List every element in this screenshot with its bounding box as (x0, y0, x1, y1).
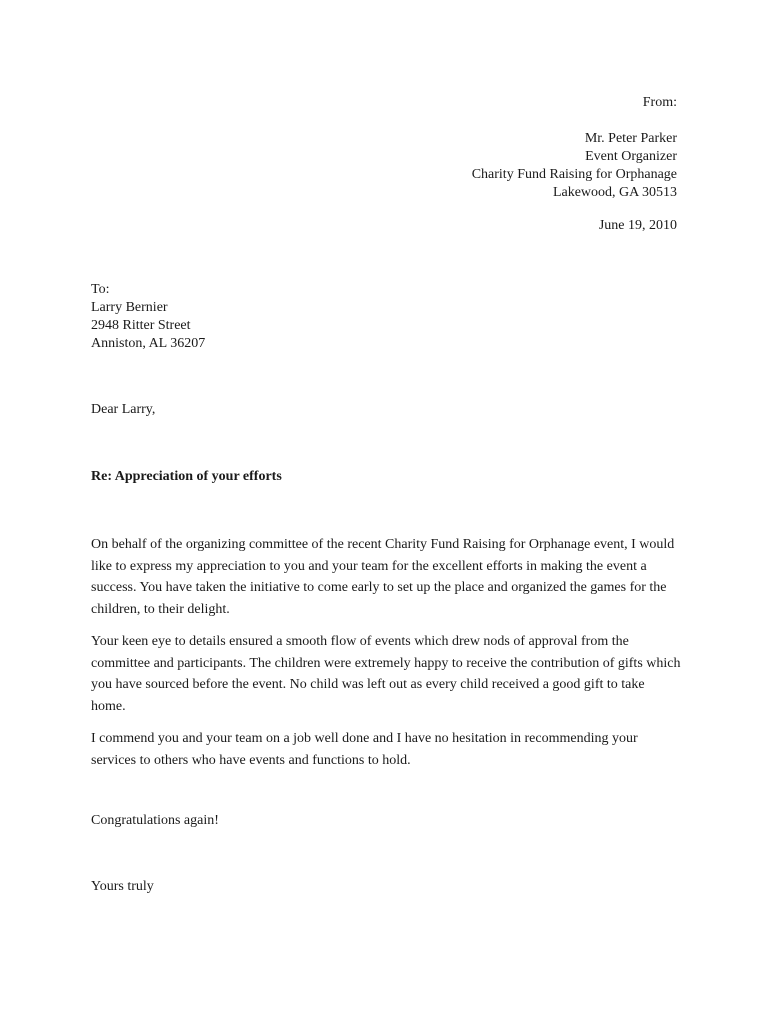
body-paragraph-1: On behalf of the organizing committee of the recent Charity Fund Raising for Orphanage event, I would like to express my appreciation to you and your team for the excellent efforts in making the event a success. You have taken the initiative to come early to set up the place and organized the games for the children, to their delight. (91, 537, 675, 617)
from-label: From: (642, 95, 677, 110)
sender-name: Mr. Peter Parker (584, 131, 677, 146)
closing-line: Congratulations again! (91, 813, 219, 828)
letter-body (91, 534, 681, 782)
body-paragraph-3: I commend you and your team on a job well done and I have no hesitation in recommending your services to others who have events and functions to hold. (91, 731, 638, 768)
recipient-street: 2948 Ritter Street (91, 318, 191, 333)
recipient-city-state-zip: Anniston, AL 36207 (91, 336, 206, 351)
to-label: To: (91, 282, 110, 297)
body-paragraph-2: Your keen eye to details ensured a smooth flow of events which drew nods of approval from the committee and participants. The children were extremely happy to receive the contribution of gifts which you have sourced before the event. No child was left out as every child received a good gift to take home. (91, 634, 681, 714)
sender-block (472, 94, 677, 235)
sender-city-state-zip: Lakewood, GA 30513 (552, 185, 677, 200)
recipient-name: Larry Bernier (91, 300, 168, 315)
signoff: Yours truly (91, 879, 154, 894)
sender-title: Event Organizer (585, 149, 677, 164)
recipient-block (91, 281, 205, 353)
letter-date: June 19, 2010 (598, 218, 677, 233)
salutation: Dear Larry, (91, 402, 156, 417)
sender-organization: Charity Fund Raising for Orphanage (471, 167, 677, 182)
subject-line: Re: Appreciation of your efforts (91, 469, 282, 484)
